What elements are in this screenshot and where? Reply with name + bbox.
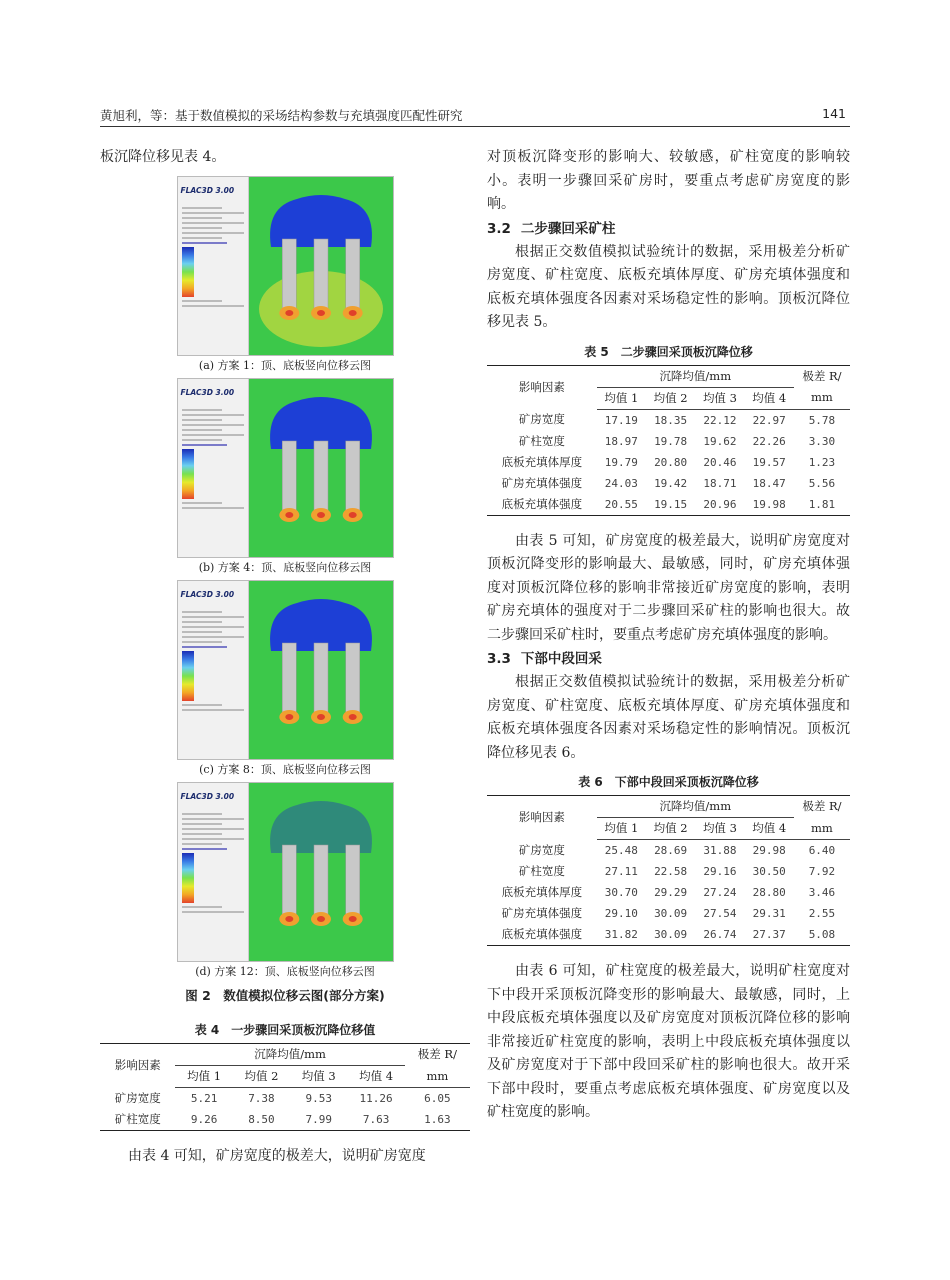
value-cell: 11.26 [359, 1092, 393, 1105]
running-title: 黄旭利，等：基于数值模拟的采场结构参数与充填强度匹配性研究 [100, 108, 463, 123]
table-6 [487, 795, 850, 946]
factor-cell: 底板充填体厚度 [501, 454, 583, 469]
table-row [487, 409, 850, 431]
range-cell: 5.78 [808, 413, 836, 427]
table5-caption: 表 5 二步骤回采顶板沉降位移 [584, 344, 753, 359]
value-cell: 18.71 [703, 476, 737, 490]
right-paragraph-1: 对顶板沉降变形的影响大、较敏感，矿柱宽度的影响较小。表明一步骤回采矿房时，要重点考虑矿房宽度的影响。 [487, 149, 850, 212]
value-cell: 8.50 [233, 1109, 290, 1131]
right-paragraph-5: 由表 6 可知，矿柱宽度的极差最大，说明矿柱宽度对下中段开采顶板沉降变形的影响最大、最敏感，同时，上中段底板充填体强度以及矿房宽度对顶板沉降位移的影响非常接近矿柱宽度的影响，表明上中段底板充填体强度以及矿房宽度对于下部中段回采矿柱的影响也很大。故开采下部中段时，要重点考虑底板充填体强度、矿房宽度以及矿柱宽度的影响。 [487, 963, 850, 1120]
value-cell: 19.62 [703, 434, 737, 448]
value-cell: 22.26 [752, 434, 786, 448]
factor-cell: 矿房宽度 [518, 842, 565, 857]
figure-subcaption: (a) 方案 1：顶、底板竖向位移云图 [198, 358, 372, 372]
table6-caption: 表 6 下部中段回采顶板沉降位移 [578, 775, 759, 789]
panel-title: FLAC3D 3.00 [180, 791, 235, 801]
legend-panel [178, 379, 249, 557]
value-cell: 7.38 [248, 1092, 275, 1105]
header-factor: 影响因素 [487, 365, 597, 409]
value-cell: 9.53 [305, 1092, 333, 1105]
value-cell: 27.37 [745, 924, 794, 946]
value-cell: 27.54 [703, 907, 737, 920]
factor-cell: 底板充填体厚度 [501, 885, 583, 899]
range-cell: 6.40 [808, 844, 836, 857]
value-cell: 5.21 [190, 1092, 218, 1105]
range-cell: 7.92 [808, 865, 836, 878]
header-range: 极差 R/ [405, 1044, 470, 1066]
factor-cell: 矿柱宽度 [100, 1109, 175, 1131]
value-cell: 7.99 [290, 1109, 347, 1131]
panel-title: FLAC3D 3.00 [180, 387, 235, 397]
legend-panel [178, 581, 249, 759]
header-col: 均值 3 [290, 1066, 347, 1088]
header-factor: 影响因素 [100, 1044, 175, 1088]
table-row [487, 861, 850, 882]
figure-panel [177, 580, 394, 760]
range-cell: 3.46 [808, 886, 836, 899]
table-row [487, 494, 850, 516]
value-cell: 30.70 [604, 886, 638, 899]
displacement-contour [249, 177, 393, 355]
value-cell: 30.50 [752, 865, 786, 878]
table-row [100, 1109, 470, 1131]
header-col: 均值 4 [347, 1066, 404, 1088]
value-cell: 19.79 [604, 455, 638, 469]
legend-panel [178, 177, 249, 355]
value-cell: 28.69 [654, 844, 688, 857]
figure-subcaption: (b) 方案 4：顶、底板竖向位移云图 [198, 560, 372, 574]
table-row [487, 452, 850, 473]
value-cell: 7.63 [347, 1109, 404, 1131]
value-cell: 20.46 [703, 455, 737, 469]
running-header [100, 104, 850, 127]
right-paragraph-4: 根据正交数值模拟试验统计的数据，采用极差分析矿房宽度、矿柱宽度、底板充填体厚度、矿房充填体强度和底板充填体强度各因素对采场稳定性的影响情况。顶板沉降位移见表 6。 [487, 674, 850, 761]
value-cell: 29.31 [752, 907, 786, 920]
header-col: 均值 2 [646, 387, 695, 409]
factor-cell: 矿房充填体强度 [501, 475, 583, 490]
factor-cell: 底板充填体强度 [487, 924, 597, 946]
value-cell: 17.19 [604, 413, 638, 427]
range-cell: 1.23 [808, 455, 836, 469]
range-cell: 3.30 [808, 434, 836, 448]
figure-subcaption: (c) 方案 8：顶、底板竖向位移云图 [199, 762, 371, 776]
header-unit: mm [794, 818, 850, 840]
header-range: 极差 R/ [794, 796, 850, 818]
value-cell: 30.09 [646, 924, 695, 946]
value-cell: 19.15 [646, 494, 695, 516]
value-cell: 19.42 [654, 476, 688, 490]
value-cell: 22.12 [703, 413, 737, 427]
value-cell: 20.96 [695, 494, 744, 516]
header-col: 均值 2 [646, 818, 695, 840]
value-cell: 19.78 [654, 434, 688, 448]
value-cell: 31.82 [597, 924, 646, 946]
table-5 [487, 365, 850, 516]
panel-title: FLAC3D 3.00 [180, 185, 235, 195]
header-group: 沉降均值/mm [597, 796, 794, 818]
value-cell: 27.11 [604, 865, 638, 878]
table-4 [100, 1043, 470, 1131]
header-range: 极差 R/ [794, 365, 850, 387]
factor-cell: 矿房宽度 [518, 412, 565, 427]
right-paragraph-3: 由表 5 可知，矿房宽度的极差最大，说明矿房宽度对顶板沉降变形的影响最大、最敏感，同时，矿房充填体强度对顶板沉降位移的影响非常接近矿房宽度的影响，表明矿房充填体的强度对于二步骤回采矿柱的影响也很大。故二步骤回采矿柱时，要重点考虑矿房充填体强度的影响。 [487, 532, 850, 643]
table-row [487, 903, 850, 924]
figure-panel [177, 176, 394, 356]
figure-panel [177, 782, 394, 962]
factor-cell: 底板充填体强度 [487, 494, 597, 516]
value-cell: 19.57 [752, 455, 786, 469]
factor-cell: 矿房充填体强度 [501, 906, 583, 920]
value-cell: 19.98 [745, 494, 794, 516]
table-row [100, 1088, 470, 1110]
legend-panel [178, 783, 249, 961]
displacement-contour [249, 783, 393, 961]
right-paragraph-2: 根据正交数值模拟试验统计的数据，采用极差分析矿房宽度、矿柱宽度、底板充填体厚度、矿房充填体强度和底板充填体强度各因素对采场稳定性的影响。顶板沉降位移见表 5。 [487, 243, 850, 330]
range-cell: 6.05 [424, 1092, 451, 1105]
value-cell: 31.88 [703, 844, 737, 857]
section-3-2-heading: 3.2 二步骤回采矿柱 [487, 220, 616, 237]
figure-subcaption: (d) 方案 12：顶、底板竖向位移云图 [195, 964, 375, 978]
range-cell: 5.08 [794, 924, 850, 946]
value-cell: 18.35 [654, 413, 688, 427]
value-cell: 28.80 [752, 886, 786, 899]
value-cell: 29.29 [654, 886, 688, 899]
table-row [487, 431, 850, 452]
displacement-contour [249, 581, 393, 759]
table-row [487, 882, 850, 903]
color-scale [182, 651, 194, 701]
value-cell: 26.74 [695, 924, 744, 946]
value-cell: 22.97 [752, 413, 786, 427]
displacement-contour [249, 379, 393, 557]
section-3-3-heading: 3.3 下部中段回采 [487, 651, 602, 667]
header-col: 均值 3 [695, 387, 744, 409]
header-factor: 影响因素 [487, 796, 597, 840]
figure-caption: 图 2 数值模拟位移云图(部分方案) [185, 987, 385, 1003]
header-group: 沉降均值/mm [175, 1044, 404, 1066]
value-cell: 18.47 [752, 476, 786, 490]
header-col: 均值 2 [233, 1066, 290, 1088]
value-cell: 30.09 [654, 907, 688, 920]
range-cell: 1.81 [794, 494, 850, 516]
figure-panel [177, 378, 394, 558]
range-cell: 5.56 [808, 476, 836, 490]
color-scale [182, 247, 194, 297]
header-col: 均值 4 [745, 818, 794, 840]
value-cell: 29.10 [604, 907, 638, 920]
left-after-table: 由表 4 可知，矿房宽度的极差大，说明矿房宽度 [128, 1148, 426, 1164]
value-cell: 29.98 [752, 844, 786, 857]
value-cell: 29.16 [703, 865, 737, 878]
header-col: 均值 1 [175, 1066, 232, 1088]
left-intro: 板沉降位移见表 4。 [100, 149, 226, 165]
header-col: 均值 4 [745, 387, 794, 409]
figure-2 [100, 176, 470, 980]
value-cell: 9.26 [175, 1109, 232, 1131]
value-cell: 18.97 [604, 434, 638, 448]
header-unit: mm [794, 387, 850, 409]
value-cell: 22.58 [654, 865, 688, 878]
value-cell: 20.80 [654, 455, 688, 469]
left-column [100, 146, 470, 1169]
header-unit: mm [405, 1066, 470, 1088]
table-row [487, 473, 850, 494]
value-cell: 24.03 [604, 476, 638, 490]
header-col: 均值 3 [695, 818, 744, 840]
header-group: 沉降均值/mm [597, 365, 794, 387]
panel-title: FLAC3D 3.00 [180, 589, 235, 599]
factor-cell: 矿房宽度 [114, 1090, 161, 1105]
right-column [487, 146, 850, 1125]
header-col: 均值 1 [597, 818, 646, 840]
table4-caption: 表 4 一步骤回采顶板沉降位移值 [194, 1023, 376, 1037]
color-scale [182, 449, 194, 499]
table-row [487, 924, 850, 946]
value-cell: 20.55 [597, 494, 646, 516]
factor-cell: 矿柱宽度 [518, 433, 565, 448]
page-number: 141 [822, 106, 846, 121]
color-scale [182, 853, 194, 903]
value-cell: 25.48 [604, 844, 638, 857]
factor-cell: 矿柱宽度 [518, 864, 565, 878]
range-cell: 1.63 [405, 1109, 470, 1131]
table-row [487, 840, 850, 862]
range-cell: 2.55 [808, 907, 836, 920]
header-col: 均值 1 [597, 387, 646, 409]
value-cell: 27.24 [703, 886, 737, 899]
